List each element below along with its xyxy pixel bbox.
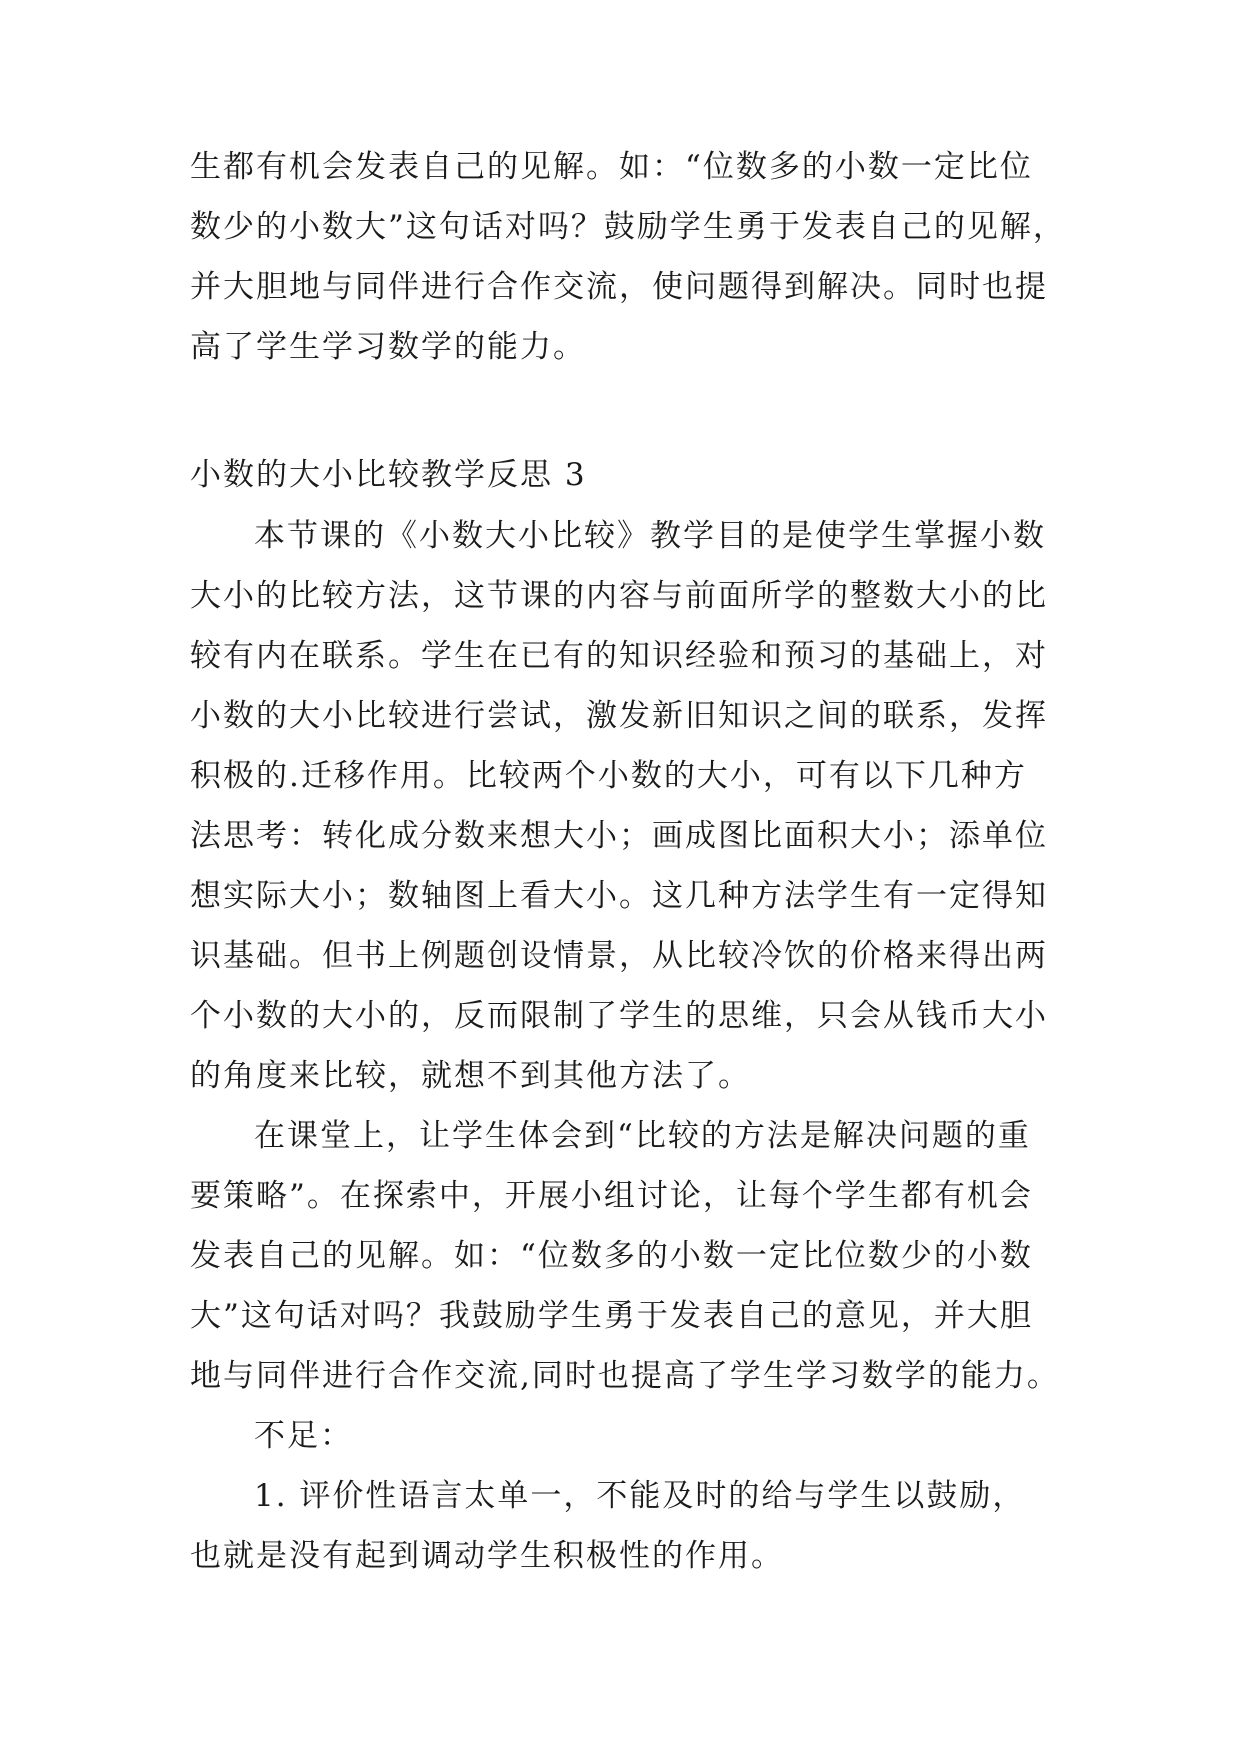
text-line: 小数的大小比较进行尝试，激发新旧知识之间的联系，发挥 [190,698,1048,734]
text-line: 想实际大小；数轴图上看大小。这几种方法学生有一定得知 [190,878,1048,914]
text-line: 法思考：转化成分数来想大小；画成图比面积大小；添单位 [190,818,1048,854]
text-line: 个小数的大小的，反而限制了学生的思维，只会从钱币大小 [190,998,1048,1034]
text-line: 并大胆地与同伴进行合作交流，使问题得到解决。同时也提 [190,269,1048,305]
text-line: 高了学生学习数学的能力。 [190,329,586,365]
text-line: 识基础。但书上例题创设情景，从比较冷饮的价格来得出两 [190,938,1048,974]
text-line: 大”这句话对吗？我鼓励学生勇于发表自己的意见，并大胆 [190,1298,1033,1334]
list-item-first-line: 1. 评价性语言太单一，不能及时的给与学生以鼓励， [254,1478,1026,1514]
text-line: 发表自己的见解。如：“位数多的小数一定比位数少的小数 [190,1238,1033,1274]
paragraph-first-line: 在课堂上，让学生体会到“比较的方法是解决问题的重 [254,1118,1031,1154]
text-line: 要策略”。在探索中，开展小组讨论，让每个学生都有机会 [190,1178,1033,1214]
section-heading: 小数的大小比较教学反思 3 [190,457,587,493]
text-line: 地与同伴进行合作交流,同时也提高了学生学习数学的能力。 [190,1358,1060,1394]
text-line: 数少的小数大”这句话对吗？鼓励学生勇于发表自己的见解， [190,209,1066,245]
text-line: 大小的比较方法，这节课的内容与前面所学的整数大小的比 [190,578,1048,614]
paragraph-first-line: 本节课的《小数大小比较》教学目的是使学生掌握小数 [254,518,1046,554]
text-line: 较有内在联系。学生在已有的知识经验和预习的基础上，对 [190,638,1048,674]
text-line: 积极的.迁移作用。比较两个小数的大小，可有以下几种方 [190,758,1027,794]
text-line: 的角度来比较，就想不到其他方法了。 [190,1058,751,1094]
text-line: 生都有机会发表自己的见解。如：“位数多的小数一定比位 [190,149,1033,185]
text-line: 也就是没有起到调动学生积极性的作用。 [190,1538,784,1574]
paragraph-first-line: 不足： [254,1418,353,1454]
